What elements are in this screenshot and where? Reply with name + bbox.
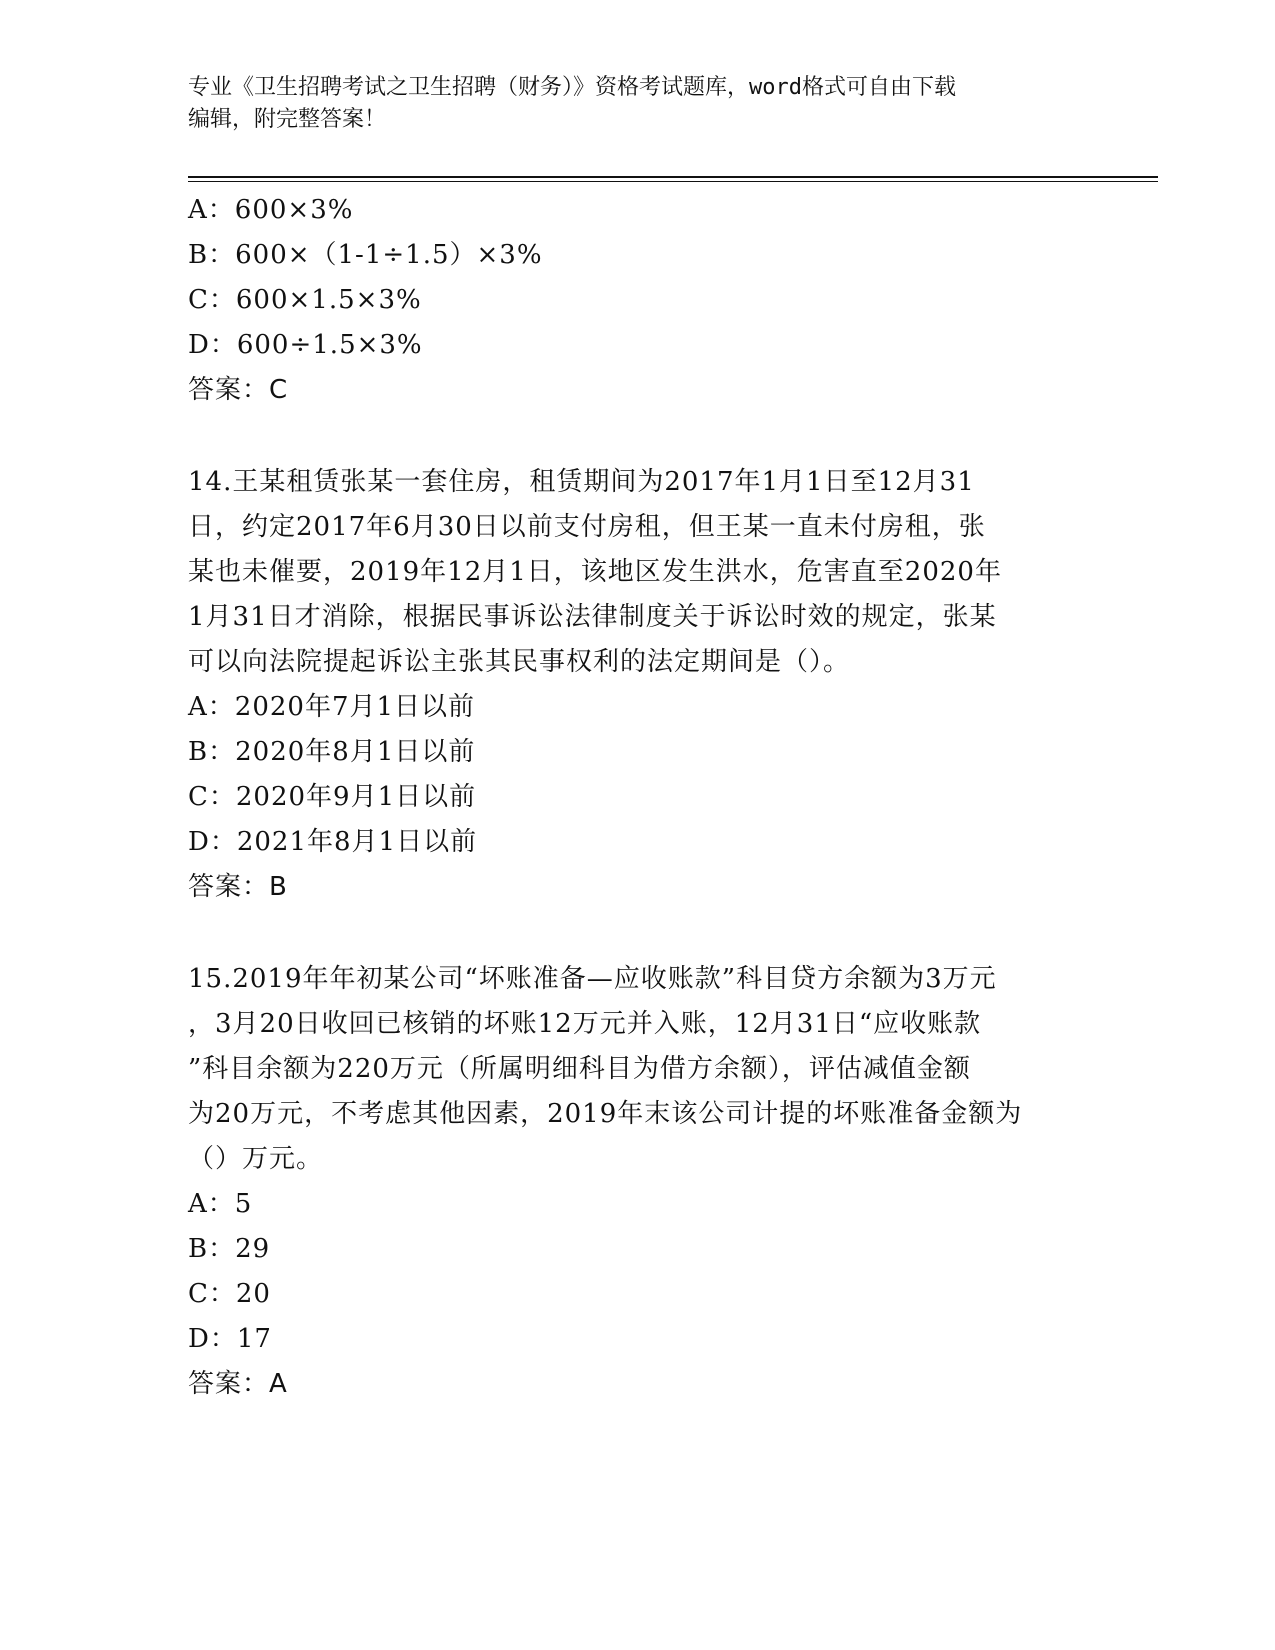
- q14-answer: 答案：B: [188, 872, 288, 902]
- q15-stem-line-5: （）万元。: [188, 1144, 324, 1174]
- q13-option-d: D：600÷1.5×3%: [188, 330, 423, 360]
- q15-option-a: A：5: [188, 1189, 253, 1219]
- q14-option-b: B：2020年8月1日以前: [188, 737, 476, 767]
- q14-stem-line-3: 某也未催要，2019年12月1日，该地区发生洪水，危害直至2020年: [188, 557, 1002, 587]
- q13-option-c: C：600×1.5×3%: [188, 285, 422, 315]
- q13-option-a: A：600×3%: [188, 195, 354, 225]
- document-header: [188, 72, 1088, 136]
- q15-option-d: D：17: [188, 1324, 272, 1354]
- q14-stem-line-5: 可以向法院提起诉讼主张其民事权利的法定期间是（）。: [188, 647, 851, 677]
- q15-answer: 答案：A: [188, 1369, 288, 1399]
- q15-stem-line-3: ”科目余额为220万元（所属明细科目为借方余额），评估减值金额: [188, 1054, 971, 1084]
- header-divider-thin: [188, 181, 1158, 182]
- header-line-1: 专业《卫生招聘考试之卫生招聘（财务）》资格考试题库，word格式可自由下载: [188, 75, 956, 100]
- header-divider-thick: [188, 176, 1158, 178]
- q15-option-c: C：20: [188, 1279, 271, 1309]
- q14-option-d: D：2021年8月1日以前: [188, 827, 478, 857]
- q14-stem-line-1: 14.王某租赁张某一套住房，租赁期间为2017年1月1日至12月31: [188, 467, 975, 497]
- q14-option-a: A：2020年7月1日以前: [188, 692, 476, 722]
- q15-stem-line-4: 为20万元，不考虑其他因素，2019年末该公司计提的坏账准备金额为: [188, 1099, 1023, 1129]
- q15-stem-line-2: ，3月20日收回已核销的坏账12万元并入账，12月31日“应收账款: [188, 1009, 982, 1039]
- header-line-2: 编辑，附完整答案！: [188, 107, 387, 132]
- q15-option-b: B：29: [188, 1234, 271, 1264]
- q14-option-c: C：2020年9月1日以前: [188, 782, 477, 812]
- q13-option-b: B：600×（1-1÷1.5）×3%: [188, 240, 543, 270]
- q13-answer: 答案：C: [188, 375, 289, 405]
- q14-stem-line-2: 日，约定2017年6月30日以前支付房租，但王某一直未付房租，张: [188, 512, 986, 542]
- q14-stem-line-4: 1月31日才消除，根据民事诉讼法律制度关于诉讼时效的规定，张某: [188, 602, 997, 632]
- q15-stem-line-1: 15.2019年年初某公司“坏账准备—应收账款”科目贷方余额为3万元: [188, 964, 997, 994]
